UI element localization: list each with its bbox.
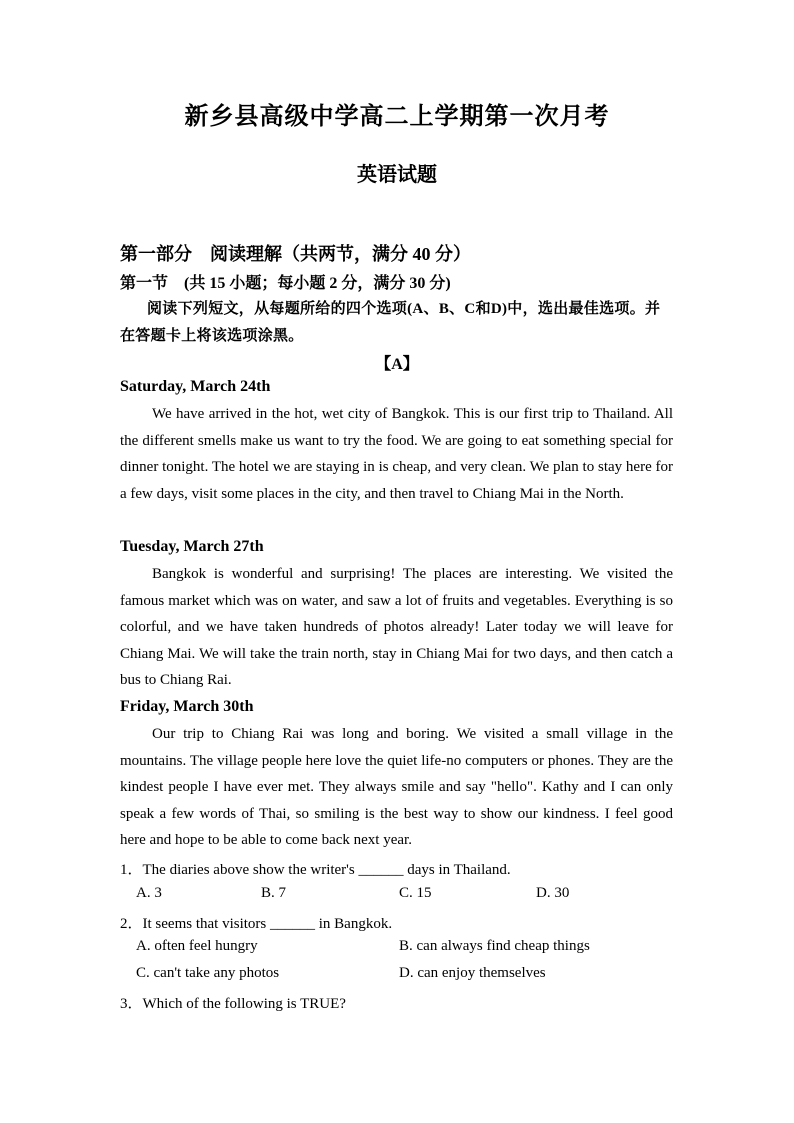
- option-d: D. can enjoy themselves: [399, 965, 546, 981]
- option-a: A. 3: [136, 885, 162, 901]
- option-c: C. can't take any photos: [136, 965, 280, 981]
- option-c: C. 15: [399, 885, 432, 901]
- diary-date: Saturday, March 24th: [120, 378, 271, 395]
- diary-date: Tuesday, March 27th: [120, 538, 264, 555]
- diary-date: Friday, March 30th: [120, 698, 254, 715]
- section-heading: 第一节 (共 15 小题；每小题 2 分，满分 30 分): [120, 275, 451, 292]
- option-a: A. often feel hungry: [136, 938, 258, 954]
- passage-label: 【A】: [375, 356, 419, 373]
- option-d: D. 30: [536, 885, 570, 901]
- question-stem: 3．Which of the following is TRUE?: [120, 996, 346, 1012]
- option-b: B. 7: [261, 885, 287, 901]
- exam-title: 新乡县高级中学高二上学期第一次月考: [184, 104, 610, 130]
- exam-subtitle: 英语试题: [357, 164, 437, 186]
- question-stem: 2．It seems that visitors ______ in Bangkok.: [120, 916, 393, 932]
- instruction-line-1: 阅读下列短文，从每题所给的四个选项(A、B、C和D)中，选出最佳选项。并: [147, 301, 661, 317]
- diary-paragraph: Bangkok is wonderful and surprising! The places are interesting. We visited the famous market which was on water, and saw a lot of fruits and vegetables. Everything is so colorful, and we have taken hundreds of photos already! Later today we will leave for Chiang Mai. We will take the train north, stay in Chiang Mai for two days, and then catch a bus to Chiang Rai.: [120, 566, 673, 689]
- part-heading: 第一部分 阅读理解（共两节，满分 40 分）: [120, 244, 471, 264]
- diary-paragraph: Our trip to Chiang Rai was long and boring. We visited a small village in the mountains. The village people here love the quiet life-no computers or phones. They are the kindest people I have ever met. They always smile and say "hello". Kathy and I can only speak a few words of Thai, so smiling is the best way to show our kindness. I feel good here and hope to be able to come back next year.: [120, 726, 673, 849]
- diary-paragraph: We have arrived in the hot, wet city of Bangkok. This is our first trip to Thailand. All the different smells make us want to try the food. We are going to eat something special for dinner tonight. The hotel we are staying in is cheap, and very clean. We plan to stay here for a few days, visit some places in the city, and then travel to Chiang Mai in the North.: [120, 406, 673, 502]
- option-b: B. can always find cheap things: [399, 938, 590, 954]
- question-stem: 1．The diaries above show the writer's ______ days in Thailand.: [120, 862, 511, 878]
- instruction-line-2: 在答题卡上将该选项涂黑。: [120, 328, 304, 344]
